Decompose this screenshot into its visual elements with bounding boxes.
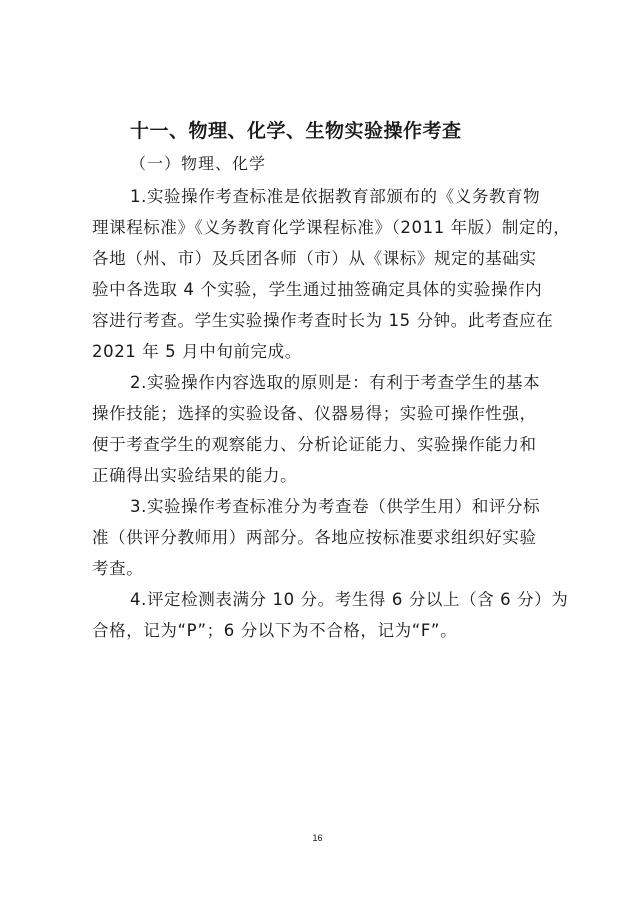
paragraph-1-line-6: 2021 年 5 月中旬前完成。 — [92, 342, 302, 361]
paragraph-4-line-1: 4.评定检测表满分 10 分。考生得 6 分以上（含 6 分）为 — [130, 590, 569, 609]
paragraph-3-line-2: 准（供评分教师用）两部分。各地应按标准要求组织好实验 — [92, 528, 537, 547]
paragraph-1-line-4: 验中各选取 4 个实验，学生通过抽签确定具体的实验操作内 — [92, 280, 543, 299]
paragraph-2-line-3: 便于考查学生的观察能力、分析论证能力、实验操作能力和 — [92, 435, 537, 454]
paragraph-1-line-1: 1.实验操作考查标准是依据教育部颁布的《义务教育物 — [130, 187, 541, 206]
section-heading: 十一、物理、化学、生物实验操作考查 — [130, 120, 462, 142]
paragraph-2-line-2: 操作技能；选择的实验设备、仪器易得；实验可操作性强， — [92, 404, 537, 423]
paragraph-2-line-4: 正确得出实验结果的能力。 — [92, 466, 298, 485]
paragraph-1-line-5: 容进行考查。学生实验操作考查时长为 15 分钟。此考查应在 — [92, 311, 554, 330]
paragraph-3-line-1: 3.实验操作考查标准分为考查卷（供学生用）和评分标 — [130, 497, 541, 516]
paragraph-3-line-3: 考查。 — [92, 559, 144, 578]
paragraph-1-line-2: 理课程标准》《义务教育化学课程标准》（2011 年版）制定的， — [92, 218, 571, 237]
subsection-heading: （一）物理、化学 — [130, 154, 267, 173]
paragraph-2-line-1: 2.实验操作内容选取的原则是：有利于考查学生的基本 — [130, 373, 541, 392]
paragraph-4-line-2: 合格，记为“P”；6 分以下为不合格，记为“F”。 — [92, 621, 458, 640]
page-number: 16 — [312, 833, 323, 843]
paragraph-1-line-3: 各地（州、市）及兵团各师（市）从《课标》规定的基础实 — [92, 249, 537, 268]
